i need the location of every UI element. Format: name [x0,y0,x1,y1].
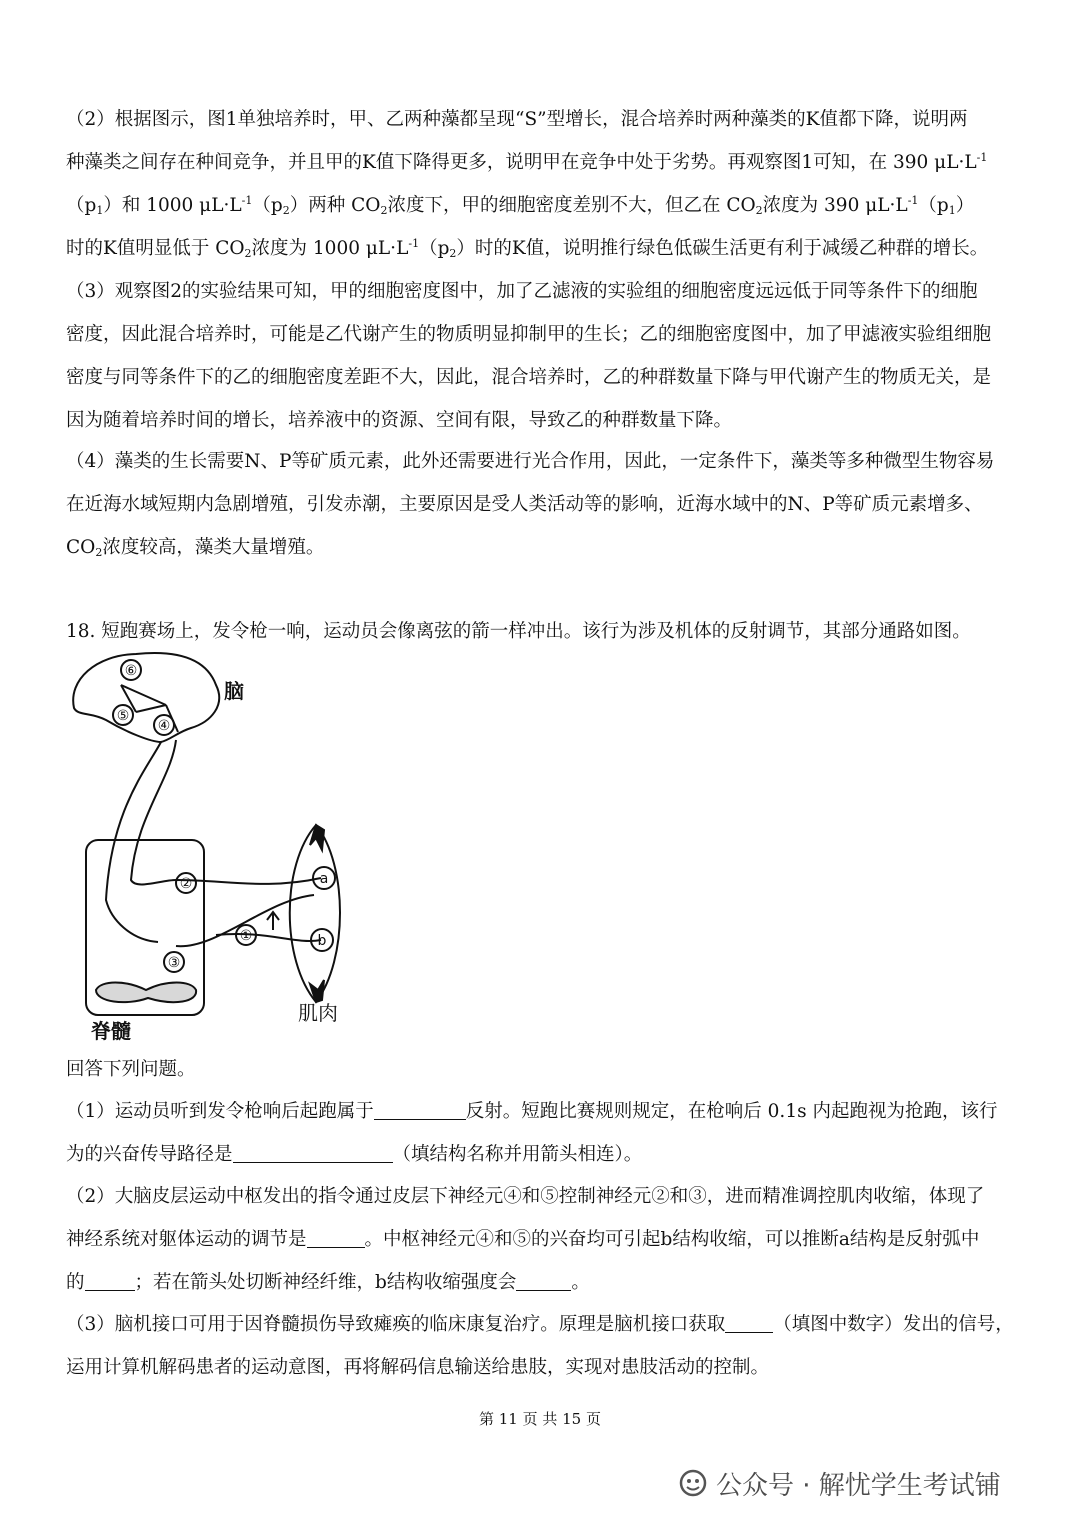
answer-blank[interactable] [725,1312,773,1333]
page-footer: 第 11 页 共 15 页 [478,1410,601,1428]
label-brain: 脑 [224,679,244,703]
watermark: 公众号 · 解忧学生考试铺 [678,1463,1001,1503]
label-n6: ⑥ [124,663,138,679]
label-n1: ① [239,928,253,944]
spinal-grey-matter [96,983,196,1003]
question-18-part3: （3）脑机接口可用于因脊髓损伤导致瘫痪的临床康复治疗。原理是脑机接口获取 （填图中数字）发出的信号， 运用计算机解码患者的运动意图，再将解码信息输送给患肢，实现对患肢活动的控制。 [66,1314,1014,1378]
cut-arrow [267,912,279,930]
question-18-intro: 回答下列问题。 [66,1059,196,1080]
answer-blank[interactable] [307,1227,365,1248]
label-n2: ② [179,876,193,892]
question-18-part1: （1）运动员听到发令枪响后起跑属于 反射。短跑比赛规则规定，在枪响后 0.1s 内起跑视为抢跑，该行 为的兴奋传导路径是 （填结构名称并用箭头相连）。 [66,1101,998,1165]
wechat-official-account-icon [678,1468,708,1498]
label-spinal-cord: 脊髓 [91,1019,131,1043]
answer-blank[interactable] [233,1142,393,1163]
muscle-outline [290,825,340,1002]
descending-tract [106,742,161,942]
label-n5: ⑤ [116,708,130,724]
question-18-part2: （2）大脑皮层运动中枢发出的指令通过皮层下神经元④和⑤控制神经元②和③，进而精准调控肌肉收缩，体现了 神经系统对躯体运动的调节是 。中枢神经元④和⑤的兴奋均可引起b结构收缩，可以推断a结构是反射弧中 的 ；若在箭头处切断神经纤维，b结构收缩强度会 。 [66,1186,985,1293]
label-n4: ④ [157,718,171,734]
answer-blank[interactable] [516,1270,571,1291]
label-b: b [317,933,327,949]
answer-17-part4: （4）藻类的生长需要N、P等矿质元素，此外还需要进行光合作用，因此，一定条件下，藻类等多种微型生物容易 在近海水域短期内急剧增殖，引发赤潮，主要原因是受人类活动等的影响，近海水域中的N、P等矿质元素增多、 $CO_2$浓度较高，藻类大量增殖。 [66,451,995,559]
question-18-stem: 18. 短跑赛场上，发令枪一响，运动员会像离弦的箭一样冲出。该行为涉及机体的反射调节，其部分通路如图。 [66,621,971,642]
reflex-pathway-diagram [66,650,366,1045]
answer-blank[interactable] [374,1099,466,1120]
answer-blank[interactable] [85,1270,135,1291]
label-n3: ③ [167,955,181,971]
label-muscle: 肌肉 [298,1001,338,1025]
answer-17-part3: （3）观察图2的实验结果可知，甲的细胞密度图中，加了乙滤液的实验组的细胞密度远远低于同等条件下的细胞 密度，因此混合培养时，可能是乙代谢产生的物质明显抑制甲的生长；乙的细胞密度图中，加了甲滤液实验组细胞 密度与同等条件下的乙的细胞密度差距不大，因此，混合培养时，乙的种群数量下降与甲代谢产生的物质无关，是 因为随着培养时间的增长，培养液中的资源、空间有限，导致乙的种群数量下降。 [66,281,992,431]
brain-outline [73,653,219,742]
answer-17-part2: （2）根据图示，图1单独培养时，甲、乙两种藻都呈现“S”型增长，混合培养时两种藻类的K值都下降，说明两 种藻类之间存在种间竞争，并且甲的K值下降得更多，说明甲在竞争中处于劣势。再观察图1可知，在 390 $\mu L\cdot L^{-1}$ $(p_1)$和 1000 $\mu L\cdot L^{-1}(p_2)$两种 $CO_2$浓度下，甲的细胞密度差别不大，但乙在 $CO_2$浓度为 390 $\mu L\cdot L^{-1}(p_1)$ 时的K值明显低于 $CO_2$浓度为 1000 $\mu L\cdot L^{-1}(p_2)$时的K值，说明推行绿色低碳生活更有利于减缓乙种群的增长。 [66,109,989,260]
label-a: a [319,871,329,887]
